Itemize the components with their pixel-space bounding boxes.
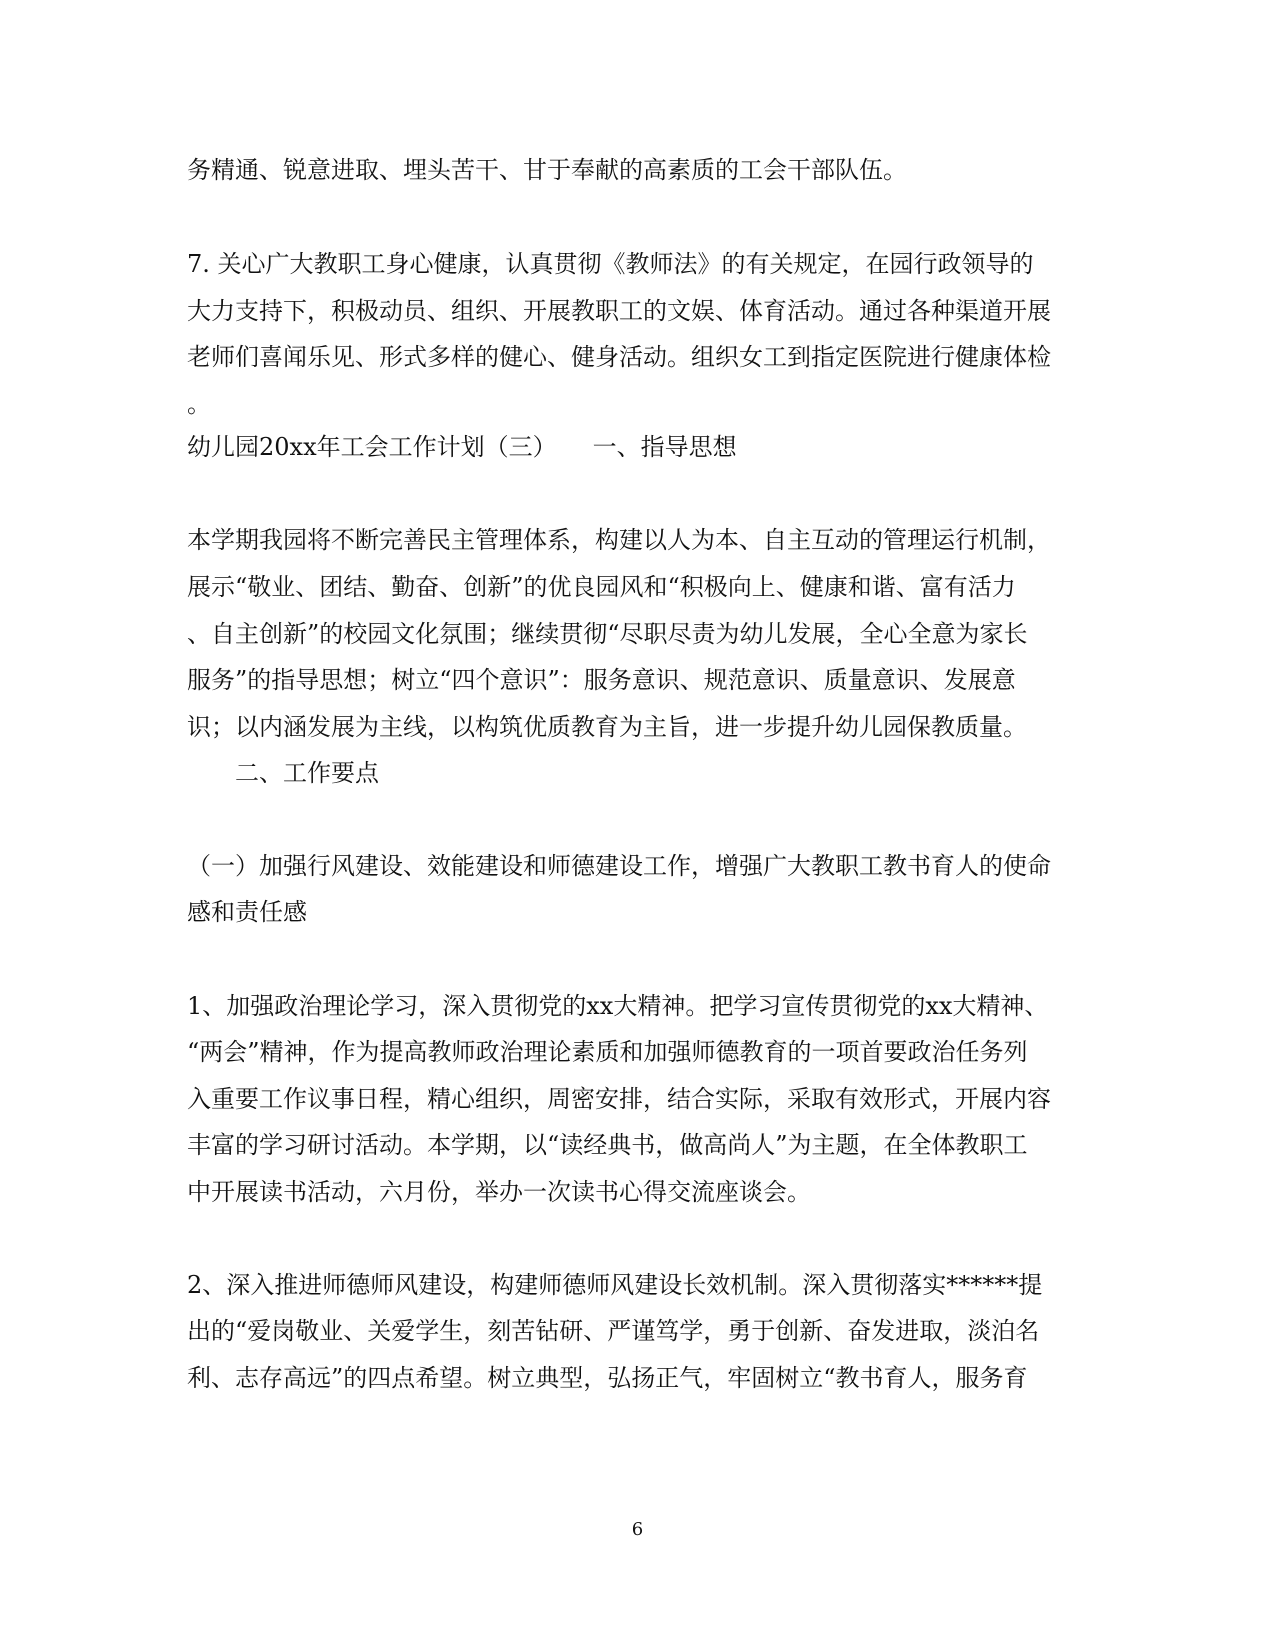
- text-line-15: 1、加强政治理论学习，深入贯彻党的xx大精神。把学习宣传贯彻党的xx大精神、: [187, 992, 1049, 1020]
- text-line-22: 利、志存高远”的四点希望。树立典型，弘扬正气，牢固树立“教书育人，服务育: [187, 1364, 1028, 1392]
- text-line-1: 务精通、锐意进取、埋头苦干、甘于奉献的高素质的工会干部队伍。: [187, 156, 907, 184]
- text-line-3: 大力支持下，积极动员、组织、开展教职工的文娱、体育活动。通过各种渠道开展: [187, 297, 1051, 325]
- section-heading: 二、工作要点: [187, 759, 379, 787]
- text-line-10: 服务”的指导思想；树立“四个意识”：服务意识、规范意识、质量意识、发展意: [187, 666, 1016, 694]
- text-line-18: 丰富的学习研讨活动。本学期，以“读经典书，做高尚人”为主题，在全体教职工: [187, 1131, 1028, 1159]
- text-line-5: 。: [187, 390, 211, 418]
- text-line-7: 本学期我园将不断完善民主管理体系，构建以人为本、自主互动的管理运行机制，: [187, 526, 1051, 554]
- text-line-9: 、自主创新”的校园文化氛围；继续贯彻“尽职尽责为幼儿发展，全心全意为家长: [187, 620, 1028, 648]
- text-line-4: 老师们喜闻乐见、形式多样的健心、健身活动。组织女工到指定医院进行健康体检: [187, 343, 1051, 371]
- text-line-16: “两会”精神，作为提高教师政治理论素质和加强师德教育的一项首要政治任务列: [187, 1038, 1028, 1066]
- text-line-20: 2、深入推进师德师风建设，构建师德师风建设长效机制。深入贯彻落实******提: [187, 1271, 1043, 1299]
- text-line-8: 展示“敬业、团结、勤奋、创新”的优良园风和“积极向上、健康和谐、富有活力: [187, 573, 1016, 601]
- text-line-19: 中开展读书活动，六月份，举办一次读书心得交流座谈会。: [187, 1178, 811, 1206]
- text-line-11: 识；以内涵发展为主线，以构筑优质教育为主旨，进一步提升幼儿园保教质量。: [187, 713, 1027, 741]
- text-line-13: （一）加强行风建设、效能建设和师德建设工作，增强广大教职工教书育人的使命: [187, 852, 1051, 880]
- text-line-21: 出的“爱岗敬业、关爱学生，刻苦钻研、严谨笃学，勇于创新、奋发进取，淡泊名: [187, 1317, 1040, 1345]
- text-line-17: 入重要工作议事日程，精心组织，周密安排，结合实际，采取有效形式，开展内容: [187, 1085, 1051, 1113]
- text-line-14: 感和责任感: [187, 898, 307, 926]
- text-line-2: 7. 关心广大教职工身心健康，认真贯彻《教师法》的有关规定，在园行政领导的: [187, 250, 1034, 278]
- section-title: 幼儿园20xx年工会工作计划（三） 一、指导思想: [187, 433, 737, 461]
- page-number: 6: [631, 1519, 644, 1540]
